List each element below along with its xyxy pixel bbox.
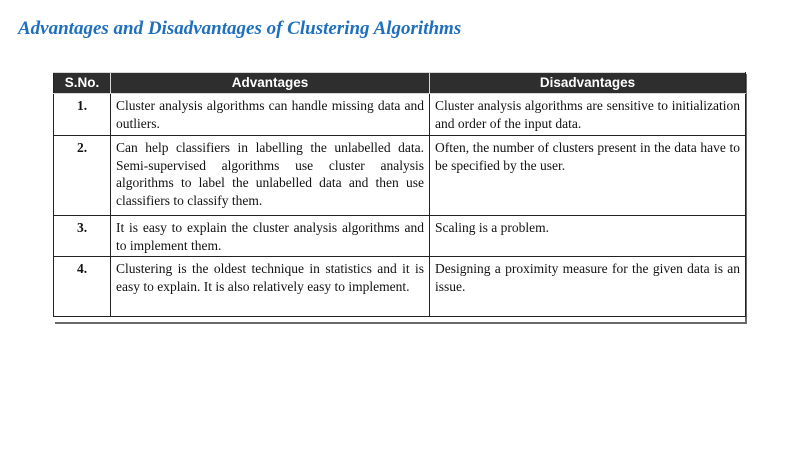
header-disadvantages: Disadvantages xyxy=(430,73,746,94)
header-advantages: Advantages xyxy=(111,73,430,94)
row-disadvantage: Designing a proximity measure for the given data is an issue. xyxy=(430,257,746,317)
page-title: Advantages and Disadvantages of Clustering Algorithms xyxy=(18,18,462,39)
header-sno: S.No. xyxy=(54,73,111,94)
row-sno: 4. xyxy=(54,257,111,317)
table-row xyxy=(54,94,746,136)
row-disadvantage: Often, the number of clusters present in the data have to be specified by the user. xyxy=(430,136,746,216)
row-disadvantage: Cluster analysis algorithms are sensitive to initialization and order of the input data. xyxy=(430,94,746,136)
comparison-table xyxy=(53,72,746,317)
table-row xyxy=(54,257,746,317)
row-advantage: Cluster analysis algorithms can handle missing data and outliers. xyxy=(111,94,430,136)
row-sno: 2. xyxy=(54,136,111,216)
row-advantage: Clustering is the oldest technique in statistics and it is easy to explain. It is also relatively easy to implement. xyxy=(111,257,430,317)
row-advantage: It is easy to explain the cluster analysis algorithms and to implement them. xyxy=(111,216,430,257)
comparison-table-container xyxy=(53,72,745,322)
table-header-row xyxy=(54,73,746,94)
table-row xyxy=(54,136,746,216)
table-row xyxy=(54,216,746,257)
row-sno: 3. xyxy=(54,216,111,257)
row-sno: 1. xyxy=(54,94,111,136)
row-advantage: Can help classifiers in labelling the unlabelled data. Semi-supervised algorithms use cluster analysis algorithms to label the unlabelled data and then use classifiers to classify them. xyxy=(111,136,430,216)
row-disadvantage: Scaling is a problem. xyxy=(430,216,746,257)
